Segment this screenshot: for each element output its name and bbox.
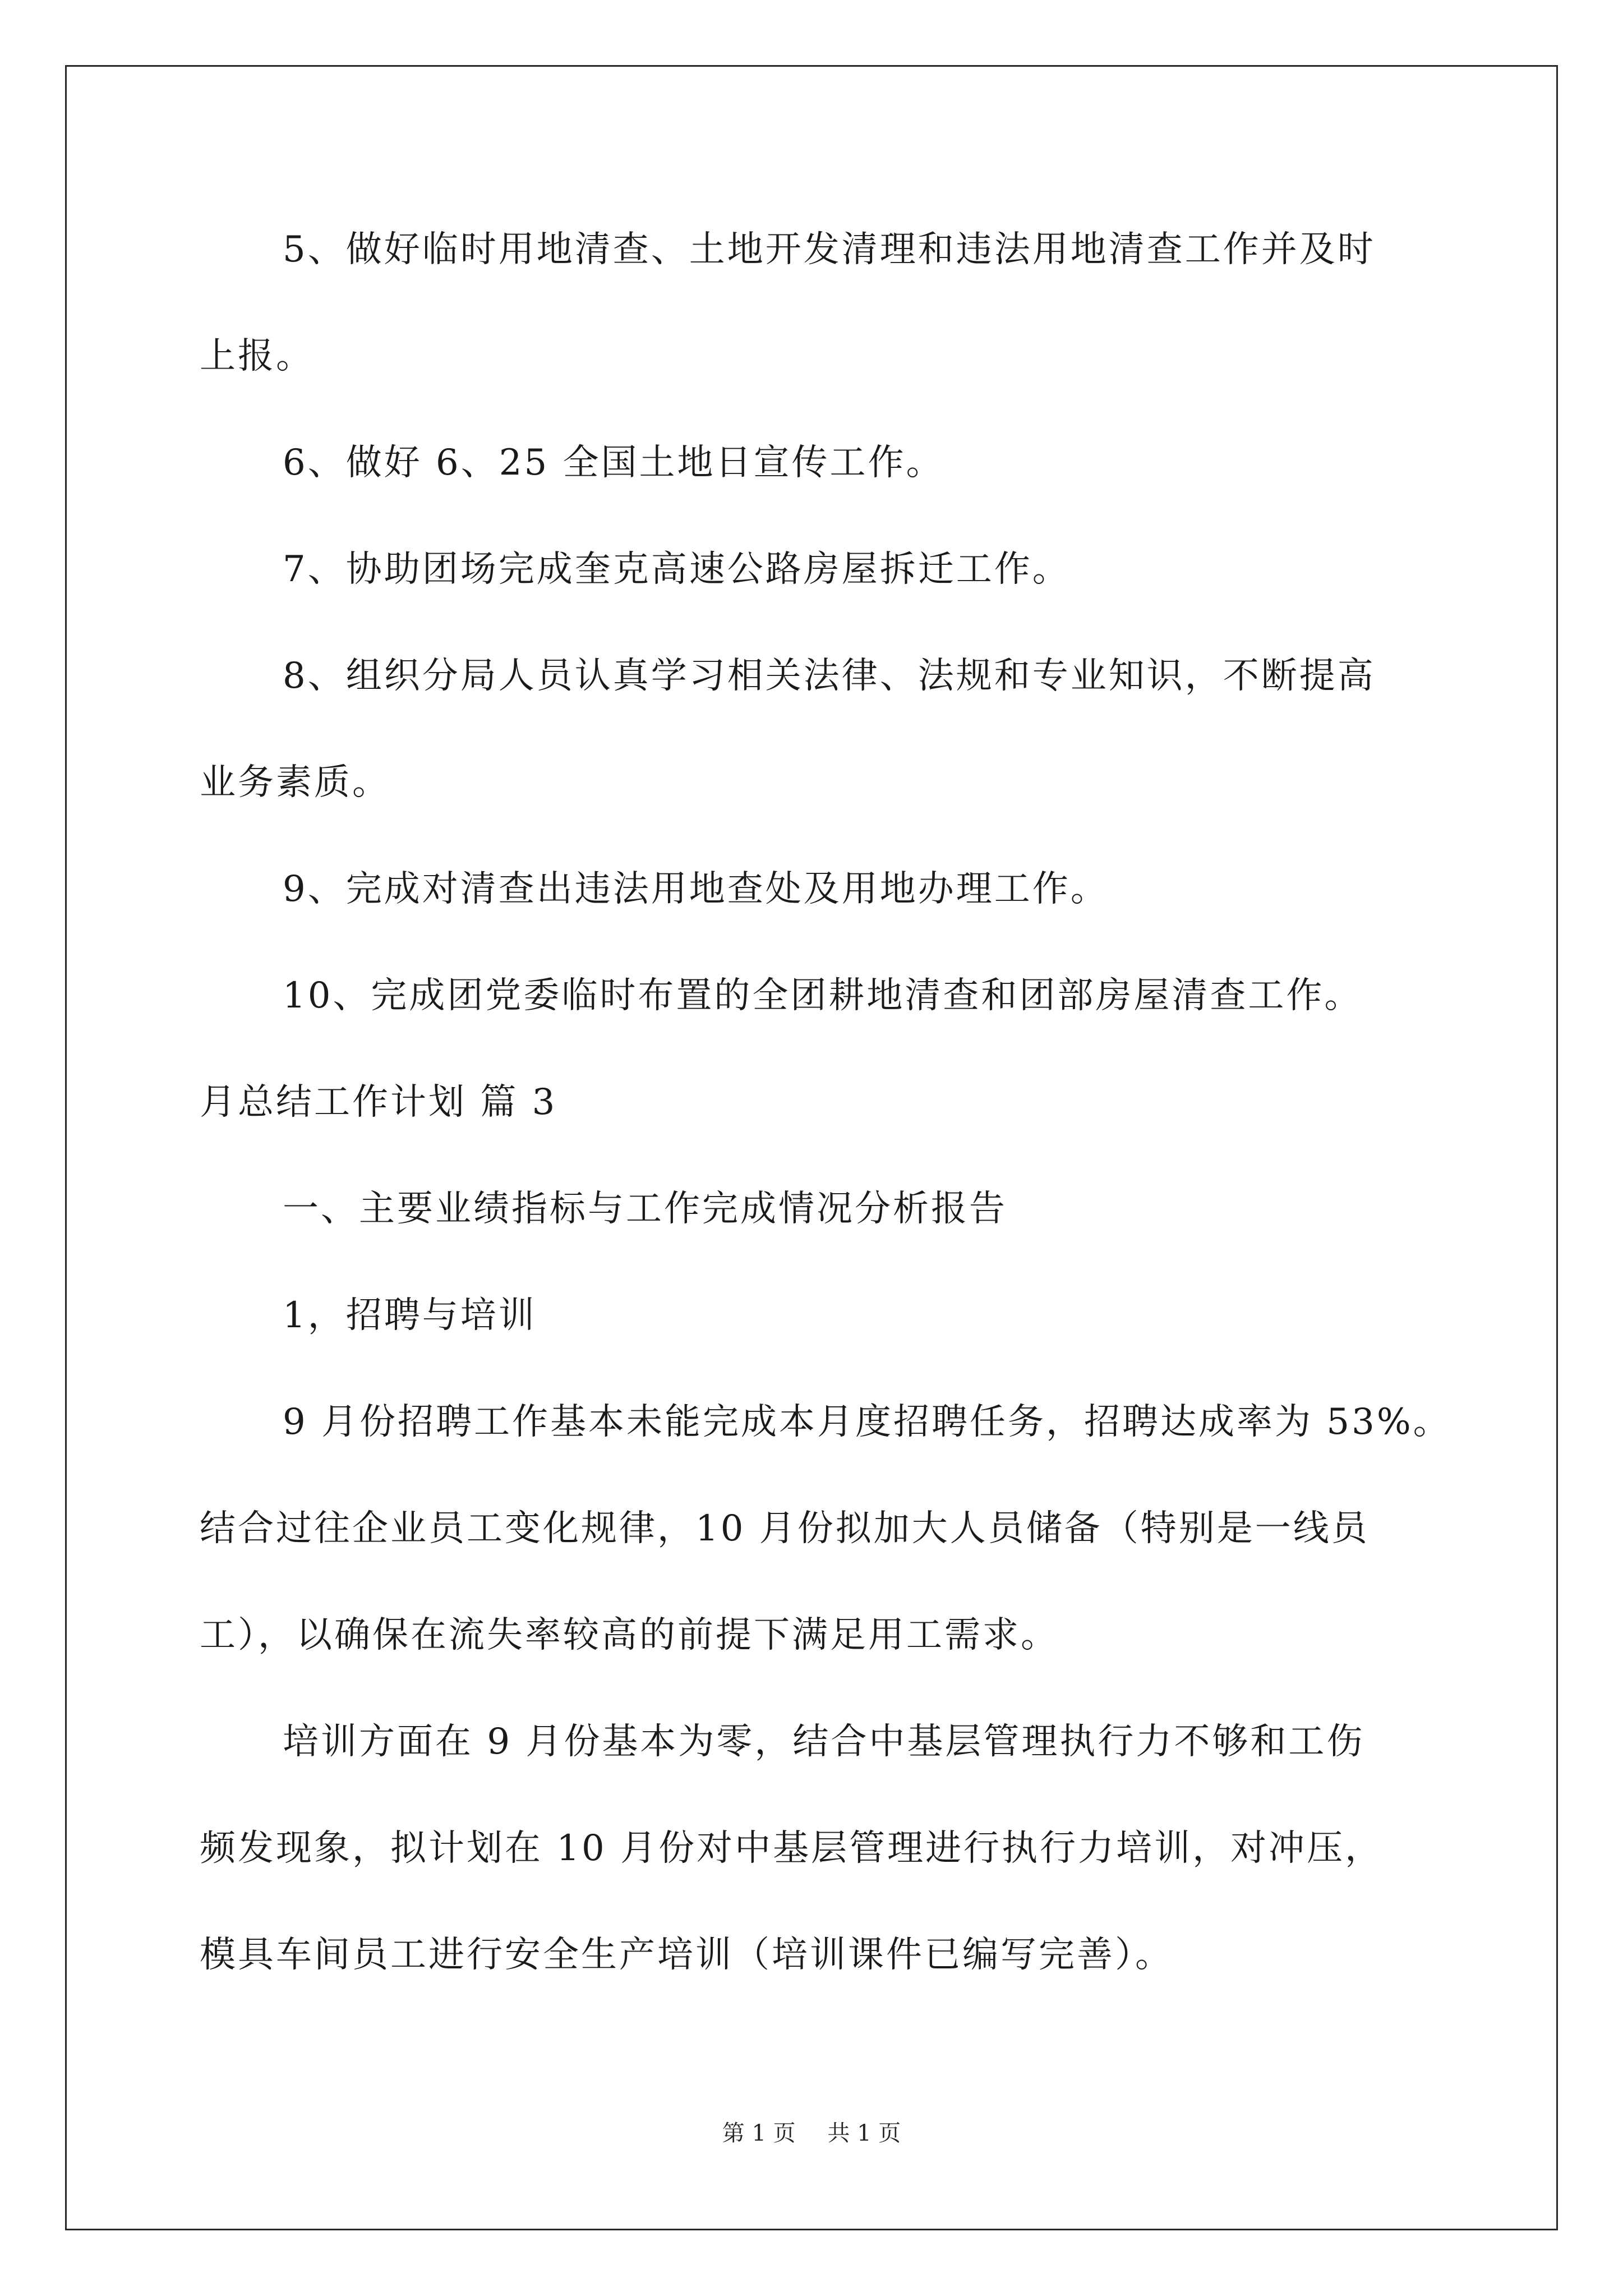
paragraph-line: 模具车间员工进行安全生产培训（培训课件已编写完善）。 (200, 1934, 1173, 1976)
paragraph-line: 业务素质。 (200, 762, 390, 803)
paragraph-line: 5、做好临时用地清查、土地开发清理和违法用地清查工作并及时 (283, 229, 1376, 270)
paragraph-line: 培训方面在 9 月份基本为零，结合中基层管理执行力不够和工伤 (283, 1721, 1365, 1763)
paragraph-line: 频发现象，拟计划在 10 月份对中基层管理进行执行力培训，对冲压， (200, 1828, 1384, 1869)
section-heading: 月总结工作计划 篇 3 (200, 1082, 557, 1123)
page-footer (0, 2119, 1623, 2147)
page-total: 共 1 页 (827, 2120, 901, 2146)
paragraph-line: 上报。 (200, 335, 314, 377)
paragraph-line: 8、组织分局人员认真学习相关法律、法规和专业知识，不断提高 (283, 655, 1376, 697)
paragraph-line: 一、主要业绩指标与工作完成情况分析报告 (283, 1188, 1007, 1230)
page-border (65, 65, 1558, 2230)
paragraph-line: 结合过往企业员工变化规律，10 月份拟加大人员储备（特别是一线员 (200, 1508, 1370, 1549)
paragraph-line: 10、完成团党委临时布置的全团耕地清查和团部房屋清查工作。 (283, 975, 1363, 1016)
page-number: 第 1 页 (722, 2120, 796, 2146)
paragraph-line: 9、完成对清查出违法用地查处及用地办理工作。 (283, 868, 1109, 910)
paragraph-line: 6、做好 6、25 全国土地日宣传工作。 (283, 442, 944, 484)
paragraph-line: 1，招聘与培训 (283, 1295, 537, 1336)
paragraph-line: 7、协助团场完成奎克高速公路房屋拆迁工作。 (283, 549, 1071, 590)
paragraph-line: 9 月份招聘工作基本未能完成本月度招聘任务，招聘达成率为 53%。 (283, 1401, 1451, 1443)
paragraph-line: 工），以确保在流失率较高的前提下满足用工需求。 (200, 1614, 1059, 1656)
